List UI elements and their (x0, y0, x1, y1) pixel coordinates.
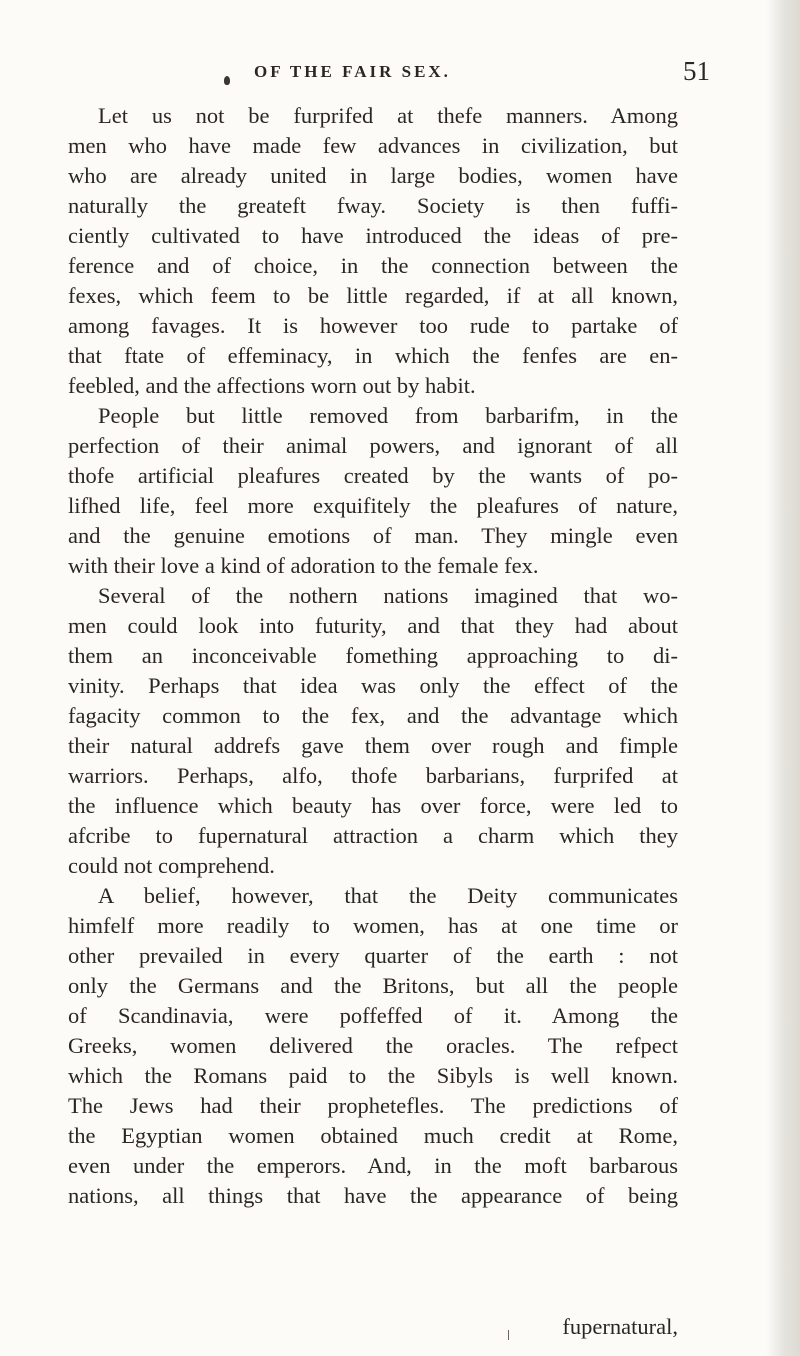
text-line: the Egyptian women obtained much credit at Rome, (68, 1123, 678, 1148)
text-line: and the genuine emotions of man. They mingle even (68, 523, 678, 548)
text-line: perfection of their animal powers, and ignorant of all (68, 433, 678, 458)
text-line: the influence which beauty has over force, were led to (68, 793, 678, 818)
text-line: ciently cultivated to have introduced the ideas of pre- (68, 223, 678, 248)
ink-mark (224, 76, 230, 85)
text-line: Let us not be furprifed at thefe manners. Among (98, 103, 678, 128)
text-line: their natural addrefs gave them over rough and fimple (68, 733, 678, 758)
text-line: fagacity common to the fex, and the advantage which (68, 703, 678, 728)
text-line: Several of the nothern nations imagined that wo- (98, 583, 678, 608)
text-line: The Jews had their prophetefles. The predictions of (68, 1093, 678, 1118)
text-line: vinity. Perhaps that idea was only the effect of the (68, 673, 678, 698)
text-line: A belief, however, that the Deity communicates (98, 883, 678, 908)
text-line: who are already united in large bodies, women have (68, 163, 678, 188)
text-line: feebled, and the affections worn out by habit. (68, 373, 476, 398)
text-line: nations, all things that have the appearance of being (68, 1183, 678, 1208)
text-line: of Scandinavia, were poffeffed of it. Among the (68, 1003, 678, 1028)
page-edge-shadow (766, 0, 800, 1356)
text-line: ference and of choice, in the connection between the (68, 253, 678, 278)
page-number: 51 (683, 56, 710, 86)
print-tick-mark (508, 1330, 509, 1340)
text-line: men who have made few advances in civilization, but (68, 133, 678, 158)
text-line: fexes, which feem to be little regarded, if at all known, (68, 283, 678, 308)
text-line: warriors. Perhaps, alfo, thofe barbarians, furprifed at (68, 763, 678, 788)
text-line: afcribe to fupernatural attraction a charm which they (68, 823, 678, 848)
text-line: lifhed life, feel more exquifitely the pleafures of nature, (68, 493, 678, 518)
catchword: fupernatural, (562, 1314, 678, 1339)
text-line: other prevailed in every quarter of the earth : not (68, 943, 678, 968)
text-line: that ftate of effeminacy, in which the fenfes are en- (68, 343, 678, 368)
text-line: men could look into futurity, and that they had about (68, 613, 678, 638)
text-line: them an inconceivable fomething approaching to di- (68, 643, 678, 668)
body-text (68, 101, 678, 1211)
text-line: could not comprehend. (68, 853, 275, 878)
text-line: naturally the greateft fway. Society is then fuffi- (68, 193, 678, 218)
text-line: even under the emperors. And, in the moft barbarous (68, 1153, 678, 1178)
running-head (254, 56, 710, 96)
text-line: himfelf more readily to women, has at one time or (68, 913, 678, 938)
text-line: thofe artificial pleafures created by the wants of po- (68, 463, 678, 488)
text-line: People but little removed from barbarifm, in the (98, 403, 678, 428)
running-title: OF THE FAIR SEX. (254, 62, 451, 81)
text-line: among favages. It is however too rude to partake of (68, 313, 678, 338)
text-line: Greeks, women delivered the oracles. The refpect (68, 1033, 678, 1058)
text-line: which the Romans paid to the Sibyls is well known. (68, 1063, 678, 1088)
text-line: only the Germans and the Britons, but all the people (68, 973, 678, 998)
text-line: with their love a kind of adoration to the female fex. (68, 553, 539, 578)
